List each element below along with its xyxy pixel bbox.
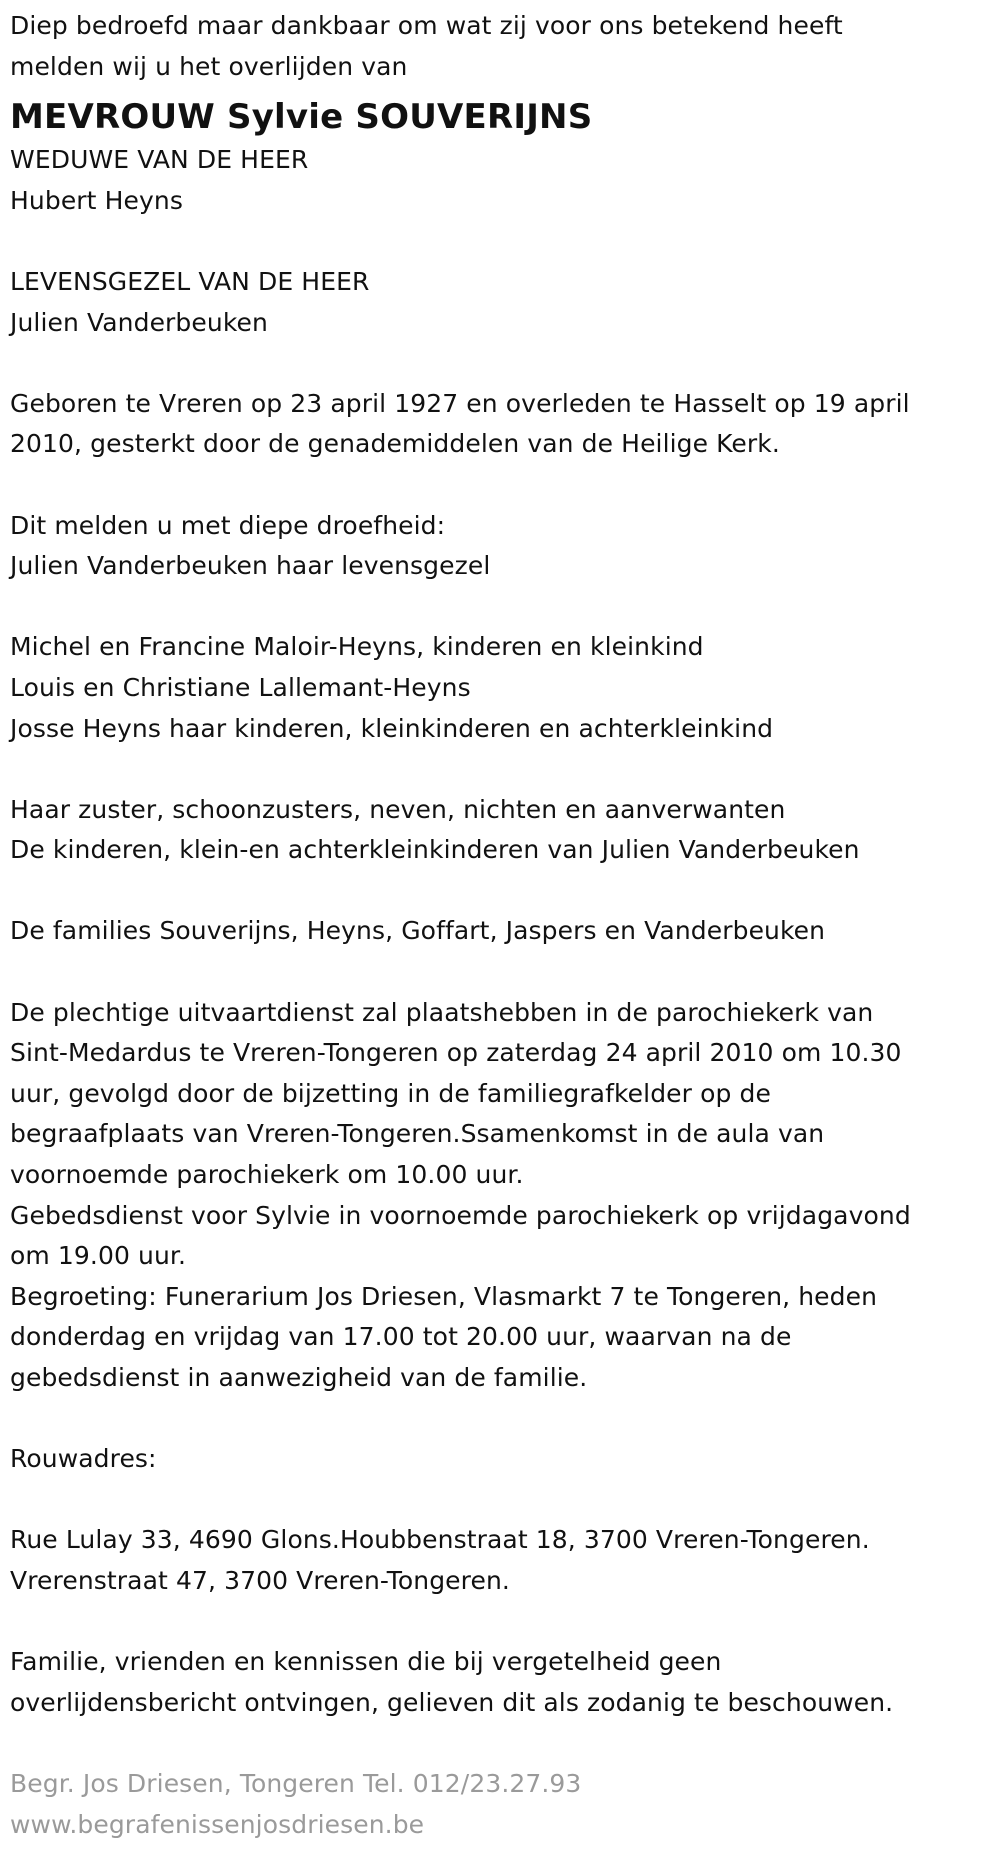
children-line-1: Michel en Francine Maloir-Heyns, kinderen en kleinkind bbox=[10, 632, 704, 662]
intro-line-1: Diep bedroefd maar dankbaar om wat zij voor ons betekend heeft bbox=[10, 11, 843, 40]
spacer bbox=[10, 221, 995, 262]
ceremony-line-3: uur, gevolgd door de bijzetting in de familiegrafkelder op de bbox=[10, 1078, 771, 1108]
spacer bbox=[10, 587, 995, 628]
announcers-line-1: Dit melden u met diepe droefheid: bbox=[10, 510, 446, 540]
ceremony-line-5: voornoemde parochiekerk om 10.00 uur. bbox=[10, 1160, 524, 1190]
address-line-1: Rue Lulay 33, 4690 Glons.Houbbenstraat 18, 3700 Vreren-Tongeren. bbox=[10, 1525, 870, 1555]
ceremony-line-7: om 19.00 uur. bbox=[10, 1241, 187, 1271]
ceremony-line-1: De plechtige uitvaartdienst zal plaatshebben in de parochiekerk van bbox=[10, 997, 874, 1027]
birth-death-line-2: 2010, gesterkt door de genademiddelen van de Heilige Kerk. bbox=[10, 429, 780, 459]
address-label: Rouwadres: bbox=[10, 1444, 157, 1474]
relatives-line-1: Haar zuster, schoonzusters, neven, nichten en aanverwanten bbox=[10, 794, 786, 824]
footer-website: www.begrafenissenjosdriesen.be bbox=[10, 1809, 425, 1839]
families-line: De families Souverijns, Heyns, Goffart, Jaspers en Vanderbeuken bbox=[10, 916, 826, 946]
closing-line-1: Familie, vrienden en kennissen die bij vergetelheid geen bbox=[10, 1647, 722, 1677]
ceremony-line-2: Sint-Medardus te Vreren-Tongeren op zaterdag 24 april 2010 om 10.30 bbox=[10, 1038, 902, 1068]
ceremony-line-8: Begroeting: Funerarium Jos Driesen, Vlasmarkt 7 te Tongeren, heden bbox=[10, 1281, 878, 1311]
spacer bbox=[10, 1602, 995, 1643]
spouse-name: Hubert Heyns bbox=[10, 185, 183, 215]
spouse-title: WEDUWE VAN DE HEER bbox=[10, 145, 309, 175]
address-line-2: Vrerenstraat 47, 3700 Vreren-Tongeren. bbox=[10, 1565, 510, 1595]
announcers-line-2: Julien Vanderbeuken haar levensgezel bbox=[10, 551, 491, 581]
spacer bbox=[10, 952, 995, 993]
partner-title: LEVENSGEZEL VAN DE HEER bbox=[10, 266, 370, 296]
relatives-line-2: De kinderen, klein-en achterkleinkinderen van Julien Vanderbeuken bbox=[10, 835, 860, 865]
children-line-2: Louis en Christiane Lallemant-Heyns bbox=[10, 672, 471, 702]
ceremony-line-4: begraafplaats van Vreren-Tongeren.Ssamenkomst in de aula van bbox=[10, 1119, 825, 1149]
spacer bbox=[10, 1480, 995, 1521]
closing-line-2: overlijdensbericht ontvingen, gelieven dit als zodanig te beschouwen. bbox=[10, 1687, 894, 1717]
intro-line-2: melden wij u het overlijden van bbox=[10, 51, 408, 81]
footer-funeral-home: Begr. Jos Driesen, Tongeren Tel. 012/23.27.93 bbox=[10, 1768, 582, 1798]
spacer bbox=[10, 343, 995, 384]
ceremony-line-10: gebedsdienst in aanwezigheid van de familie. bbox=[10, 1363, 588, 1392]
birth-death-line-1: Geboren te Vreren op 23 april 1927 en overleden te Hasselt op 19 april bbox=[10, 388, 910, 418]
partner-name: Julien Vanderbeuken bbox=[10, 307, 268, 337]
spacer bbox=[10, 1723, 995, 1764]
ceremony-line-9: donderdag en vrijdag van 17.00 tot 20.00 uur, waarvan na de bbox=[10, 1322, 792, 1352]
spacer bbox=[10, 749, 995, 790]
children-line-3: Josse Heyns haar kinderen, kleinkinderen en achterkleinkind bbox=[10, 713, 774, 743]
deceased-name: MEVROUW Sylvie SOUVERIJNS bbox=[10, 97, 593, 138]
spacer bbox=[10, 1399, 995, 1440]
spacer bbox=[10, 871, 995, 912]
ceremony-line-6: Gebedsdienst voor Sylvie in voornoemde parochiekerk op vrijdagavond bbox=[10, 1200, 911, 1230]
spacer bbox=[10, 465, 995, 506]
obituary-notice bbox=[10, 6, 995, 1845]
